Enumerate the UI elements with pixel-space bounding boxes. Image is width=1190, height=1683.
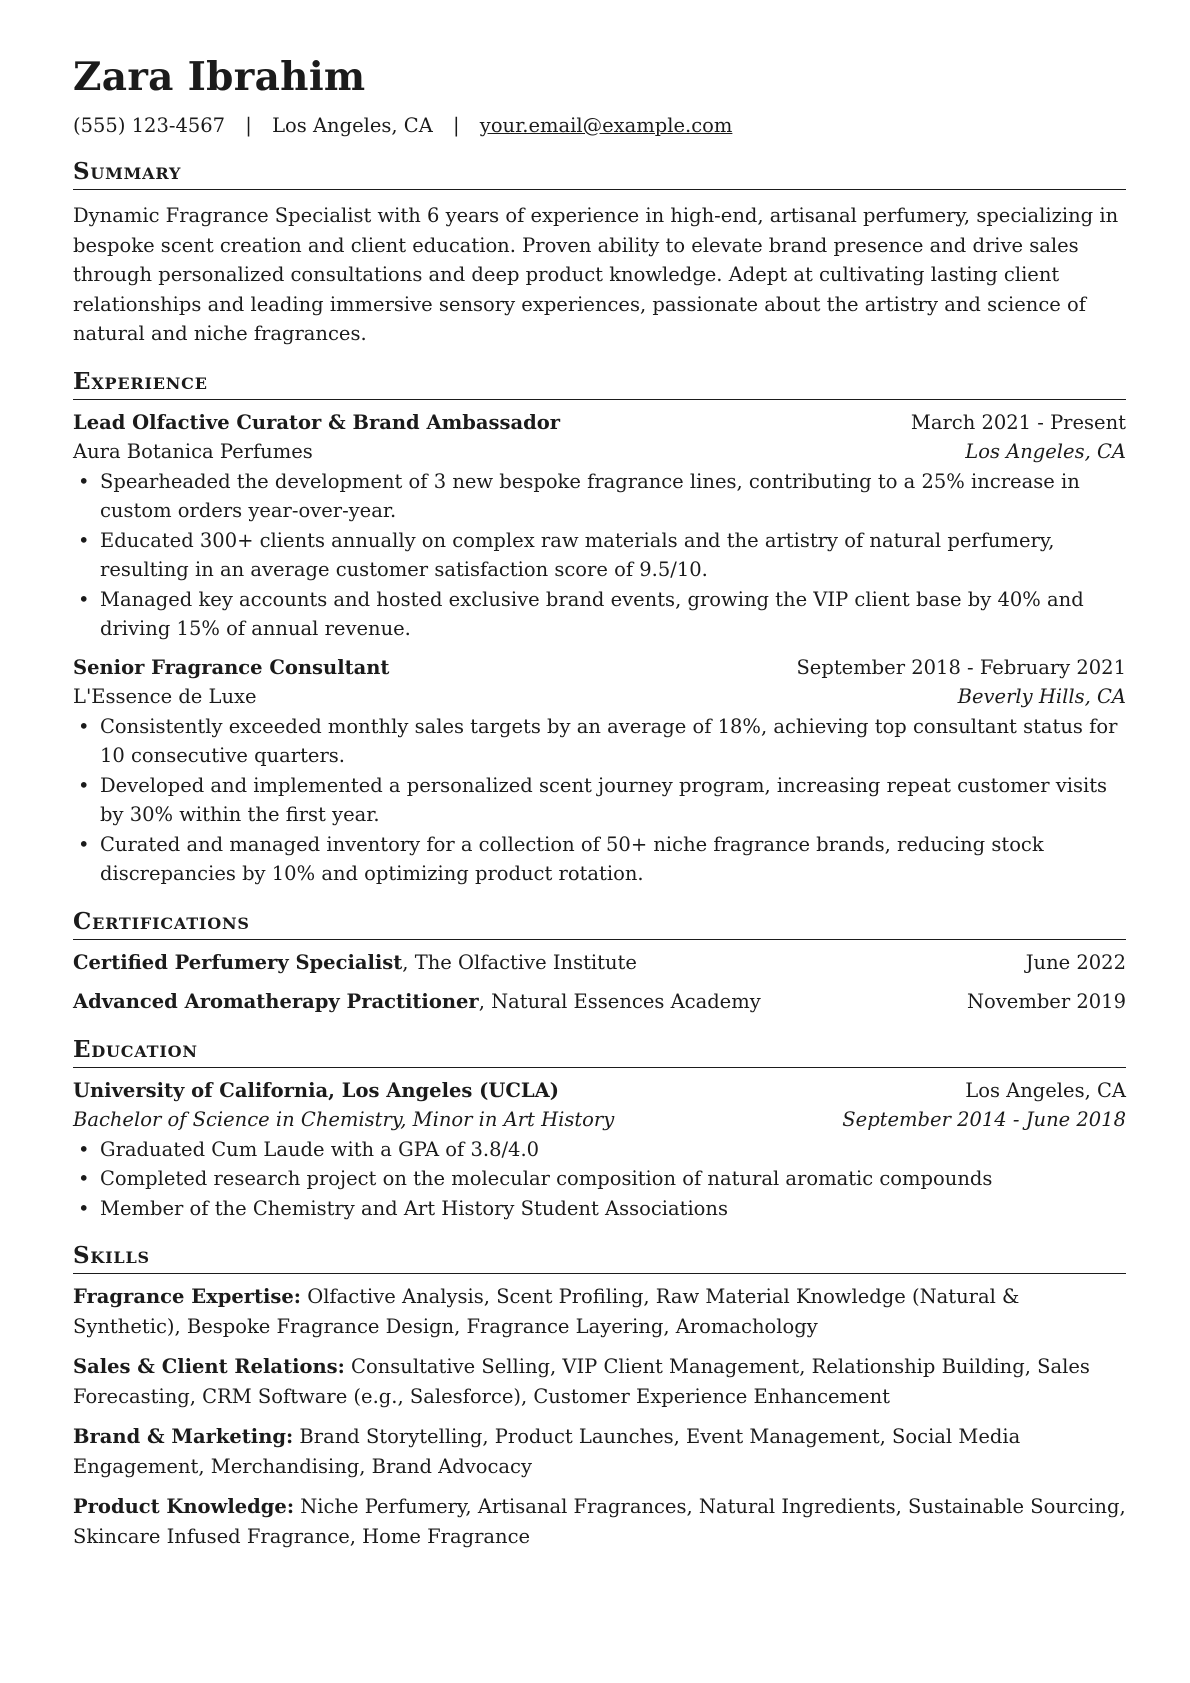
job-location: Beverly Hills, CA	[957, 685, 1126, 709]
job-header	[73, 408, 1126, 438]
job-entry	[73, 653, 1126, 889]
job-bullets	[73, 467, 1126, 644]
skill-group	[73, 1492, 1126, 1551]
job-dates: September 2018 - February 2021	[796, 655, 1126, 679]
education-header	[73, 1076, 1126, 1106]
education-subheader	[73, 1105, 1126, 1135]
job-company: L'Essence de Luxe	[73, 685, 257, 709]
skill-group	[73, 1352, 1126, 1411]
job-dates: March 2021 - Present	[910, 410, 1126, 434]
summary-section	[73, 160, 1126, 349]
certification-item	[73, 987, 1126, 1017]
list-item: • Consistently exceeded monthly sales targets by an average of 18%, achieving top consultant status for 10 consecutive quarters.	[73, 712, 1126, 771]
skill-group	[73, 1282, 1126, 1341]
list-item: • Curated and managed inventory for a collection of 50+ niche fragrance brands, reducing stock discrepancies by 10% and optimizing product rotation.	[73, 830, 1126, 889]
contact-separator: |	[453, 114, 460, 137]
job-company: Aura Botanica Perfumes	[73, 440, 313, 464]
skill-text: Consultative Selling, VIP Client Management, Relationship Building, Sales Forecasting, CRM Software (e.g., Salesforce), Customer Experience Enhancement	[73, 1355, 1090, 1408]
school-location: Los Angeles, CA	[965, 1078, 1126, 1102]
certification-name: Certified Perfumery Specialist	[73, 950, 403, 974]
skill-label: Brand & Marketing:	[73, 1425, 294, 1449]
location: Los Angeles, CA	[272, 114, 433, 137]
skills-section	[73, 1244, 1126, 1551]
list-item: • Managed key accounts and hosted exclusive brand events, growing the VIP client base by 40% and driving 15% of annual revenue.	[73, 585, 1126, 644]
list-item: • Developed and implemented a personalized scent journey program, increasing repeat customer visits by 30% within the first year.	[73, 771, 1126, 830]
certification-date: November 2019	[966, 990, 1126, 1014]
job-role: Lead Olfactive Curator & Brand Ambassador	[73, 410, 561, 434]
skill-text: Niche Perfumery, Artisanal Fragrances, Natural Ingredients, Sustainable Sourcing, Skincare Infused Fragrance, Home Fragrance	[73, 1495, 1126, 1548]
education-dates: September 2014 - June 2018	[842, 1108, 1126, 1132]
skill-text: Brand Storytelling, Product Launches, Event Management, Social Media Engagement, Merchandising, Brand Advocacy	[73, 1425, 1021, 1478]
resume-page	[73, 54, 1126, 1551]
section-title-experience: Experience	[73, 370, 1126, 400]
experience-section	[73, 367, 1126, 889]
skill-label: Sales & Client Relations:	[73, 1355, 345, 1379]
certification-name: Advanced Aromatherapy Practitioner	[73, 990, 479, 1014]
list-item: • Spearheaded the development of 3 new bespoke fragrance lines, contributing to a 25% increase in custom orders year-over-year.	[73, 467, 1126, 526]
job-subheader	[73, 437, 1126, 467]
candidate-name: Zara Ibrahim	[73, 54, 366, 100]
job-role: Senior Fragrance Consultant	[73, 655, 390, 679]
contact-line	[73, 114, 1126, 137]
education-bullets	[73, 1135, 1126, 1224]
list-item: • Educated 300+ clients annually on complex raw materials and the artistry of natural perfumery, resulting in an average customer satisfaction score of 9.5/10.	[73, 526, 1126, 585]
contact-separator: |	[245, 114, 252, 137]
summary-text: Dynamic Fragrance Specialist with 6 years of experience in high-end, artisanal perfumery, specializing in bespoke scent creation and client education. Proven ability to elevate brand presence and drive sales through personalized consultations and deep product knowledge. Adept at cultivating lasting client relationships and leading immersive sensory experiences, passionate about the artistry and science of natural and niche fragrances.	[73, 204, 1119, 346]
certifications-section	[73, 907, 1126, 1017]
list-item: • Completed research project on the molecular composition of natural aromatic compounds	[73, 1164, 1126, 1194]
job-location: Los Angeles, CA	[965, 440, 1126, 464]
skill-label: Fragrance Expertise:	[73, 1285, 302, 1309]
certification-date: June 2022	[1025, 950, 1126, 974]
job-header	[73, 653, 1126, 683]
school-name: University of California, Los Angeles (UCLA)	[73, 1078, 559, 1102]
job-bullets	[73, 712, 1126, 889]
education-section	[73, 1035, 1126, 1224]
certification-item	[73, 948, 1126, 978]
skill-label: Product Knowledge:	[73, 1495, 295, 1519]
section-title-education: Education	[73, 1038, 1126, 1068]
job-entry	[73, 408, 1126, 644]
certification-issuer: , The Olfactive Institute	[402, 950, 637, 974]
email-link[interactable]: your.email@example.com	[479, 114, 733, 137]
skill-group	[73, 1422, 1126, 1481]
skill-text: Olfactive Analysis, Scent Profiling, Raw Material Knowledge (Natural & Synthetic), Bespoke Fragrance Design, Fragrance Layering, Aromachology	[73, 1285, 1020, 1338]
degree: Bachelor of Science in Chemistry, Minor in Art History	[73, 1108, 615, 1132]
certification-issuer: , Natural Essences Academy	[478, 990, 761, 1014]
list-item: • Graduated Cum Laude with a GPA of 3.8/4.0	[73, 1135, 1126, 1165]
section-title-skills: Skills	[73, 1244, 1126, 1274]
list-item: • Member of the Chemistry and Art History Student Associations	[73, 1194, 1126, 1224]
section-title-certifications: Certifications	[73, 910, 1126, 940]
phone-number: (555) 123-4567	[73, 114, 226, 137]
section-title-summary: Summary	[73, 160, 1126, 190]
job-subheader	[73, 682, 1126, 712]
skills-list	[73, 1282, 1126, 1551]
